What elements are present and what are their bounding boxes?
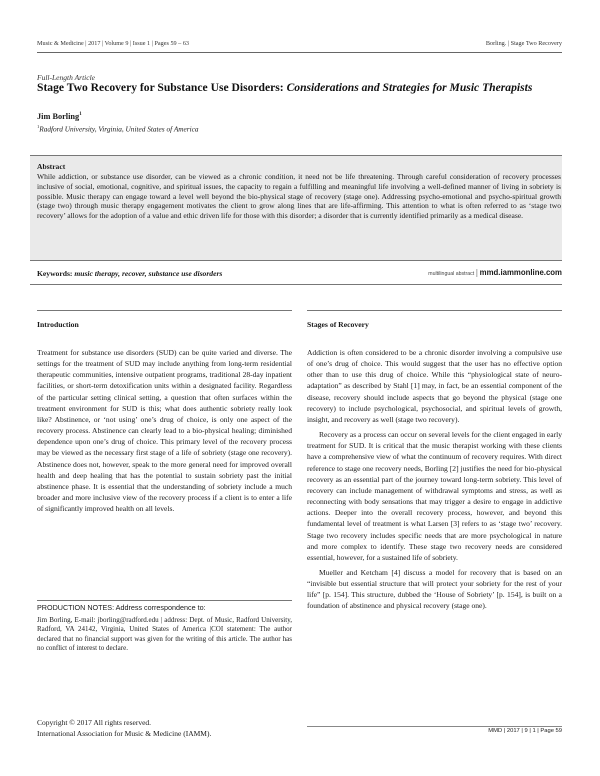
multilingual-abstract-link[interactable]: multilingual abstract (428, 271, 475, 277)
intro-paragraph: Treatment for substance use disorders (SUD) can be quite varied and diverse. The settings for the treatment of SUD may include anything from long-term residential therapeutic communities, intensive outpatient programs, traditional 28-day inpatient facilities, or short-term detoxification units within a designated facility. Regardless of the particular setting clinical setting, a question that often surfaces within the treatment environment for SUD is this; what does authentic sobriety really look like? Abstinence, or ‘not using’ one’s drug of choice, is only one aspect of the recovery process. Abstinence can clearly lead to a bio-physical healing; diminished dependence upon one’s drug of choice. This primary level of the recovery process may be viewed as the necessary first stage of a life of sobriety (stage one recovery). Abstinence does not, however, speak to the more general need for improved overall health and deep healing that has the potential to sustain sobriety past the initial abstinence phase. It is essential that the understanding of sobriety include a much broader and more inclusive view of the recovery process if a client is to enter a life of significantly improved health on all levels. (37, 348, 292, 514)
header-rule (37, 52, 562, 53)
title-main: Stage Two Recovery for Substance Use Disorders: (37, 81, 287, 94)
abstract-text: While addiction, or substance use disorder, can be viewed as a chronic condition, it need not be life threatening. Through careful consideration of recovery processes inclusive of social, emotional, cognitive, and spiritual issues, the capacity to regain a fulfilling and meaningful life involving a well-defined manner of living in sobriety is possible. Music therapy can engage toward a level well beyond the bio-physical stage of recovery (stage one). Addressing psycho-emotional and psycho-spiritual growth (stage two) through music therapy engagement motivates the client to grow along lines that are life-affirming. This attention to what is often referred to as ‘stage two recovery’ allows for the adoption of a value and ethic driven life for those with this disorder; a disorder that is currently identified primarily as a medical disease. (37, 172, 561, 221)
footer-copyright (37, 717, 211, 739)
keywords-list: music therapy, recover, substance use disorders (74, 269, 223, 278)
article-type: Full-Length Article (37, 73, 95, 82)
keywords-label: Keywords: (37, 269, 75, 278)
running-head-left: Music & Medicine | 2017 | Volume 9 | Issue 1 | Pages 59 – 63 (37, 40, 190, 47)
intro-heading: Introduction (37, 320, 79, 329)
production-notes-text: Jim Borling, E-mail: jborling@radford.edu | address: Dept. of Music, Radford University, Radford, VA 24142, Virginia, United States of America |COI statement: The author declared that no financial support was given for the writing of this article. The author has no conflict of interest to declare. (37, 616, 292, 653)
production-notes (37, 600, 292, 654)
journal-site (428, 268, 562, 277)
affiliation (37, 124, 199, 133)
keywords (37, 269, 222, 278)
site-separator: | (476, 268, 478, 277)
affiliation-text: Radford University, Virginia, United States of America (39, 124, 199, 134)
footer-rule (307, 726, 562, 727)
left-column (37, 310, 292, 514)
title-subtitle: Considerations and Strategies for Music Therapists (286, 81, 533, 94)
copyright-line: Copyright © 2017 All rights reserved. (37, 718, 152, 727)
affil-marker: 1 (37, 124, 40, 129)
abstract-heading: Abstract (37, 162, 66, 171)
author-name: Jim Borling (37, 112, 80, 121)
article-title (37, 82, 565, 94)
footer-page-info: MMD | 2017 | 9 | 1 | Page 59 (488, 728, 562, 734)
organization-line: International Association for Music & Medicine (IAMM). (37, 729, 212, 738)
stages-paragraph-1: Addiction is often considered to be a chronic disorder involving a compulsive use of one’s drug of choice. This would suggest that the user has no effective option other than to use this drug of choice. While this “physiological state of neuro-adaptation” as described by Stahl [1] may, in fact, be an essential component of the disease, recovery should include aspects that go beyond the physical (stage one recovery) to include psychological, psychosocial, and spiritual levels of growth, insight, and recovery as well (stage two recovery). (307, 348, 562, 424)
stages-paragraph-3: Mueller and Ketcham [4] discuss a model for recovery that is based on an “invisible but essential structure that will protect your sobriety for the rest of your life” [p. 154]. This structure, dubbed the ‘House of Sobriety’ [p. 154], is built on a foundation of abstinence and physical recovery (stage one). (307, 567, 562, 611)
journal-url[interactable]: mmd.iammonline.com (479, 268, 562, 277)
keywords-rule (30, 284, 562, 285)
author-affil-marker: 1 (79, 112, 82, 118)
author (37, 112, 82, 121)
running-head-right: Borling. | Stage Two Recovery (485, 40, 562, 47)
right-column (307, 310, 562, 612)
stages-heading: Stages of Recovery (307, 320, 369, 329)
production-notes-heading: PRODUCTION NOTES: Address correspondence to: (37, 603, 206, 612)
stages-paragraph-2: Recovery as a process can occur on several levels for the client engaged in early treatment for SUD. It is critical that the music therapist working with these clients have a comprehensive view of what the continuum of recovery requires. With direct reference to stage one recovery needs, Borling [2] justifies the need for bio-physical recovery as an essential part of the journey toward long-term sobriety. This level of recovery can include management of withdrawal symptoms and stress, as well as reconnecting with body sensations that may trigger a desire to engage in addictive actions. Deeper into the overall recovery process, however, and beyond this fundamental level of treatment is what Larsen [3] refers to as ‘stage two’ recovery. Stage two recovery includes specific needs that are more psychological in nature and more complex to identify. These stage two recovery needs are considered essential, however, for a sustained life of sobriety. (307, 430, 562, 562)
